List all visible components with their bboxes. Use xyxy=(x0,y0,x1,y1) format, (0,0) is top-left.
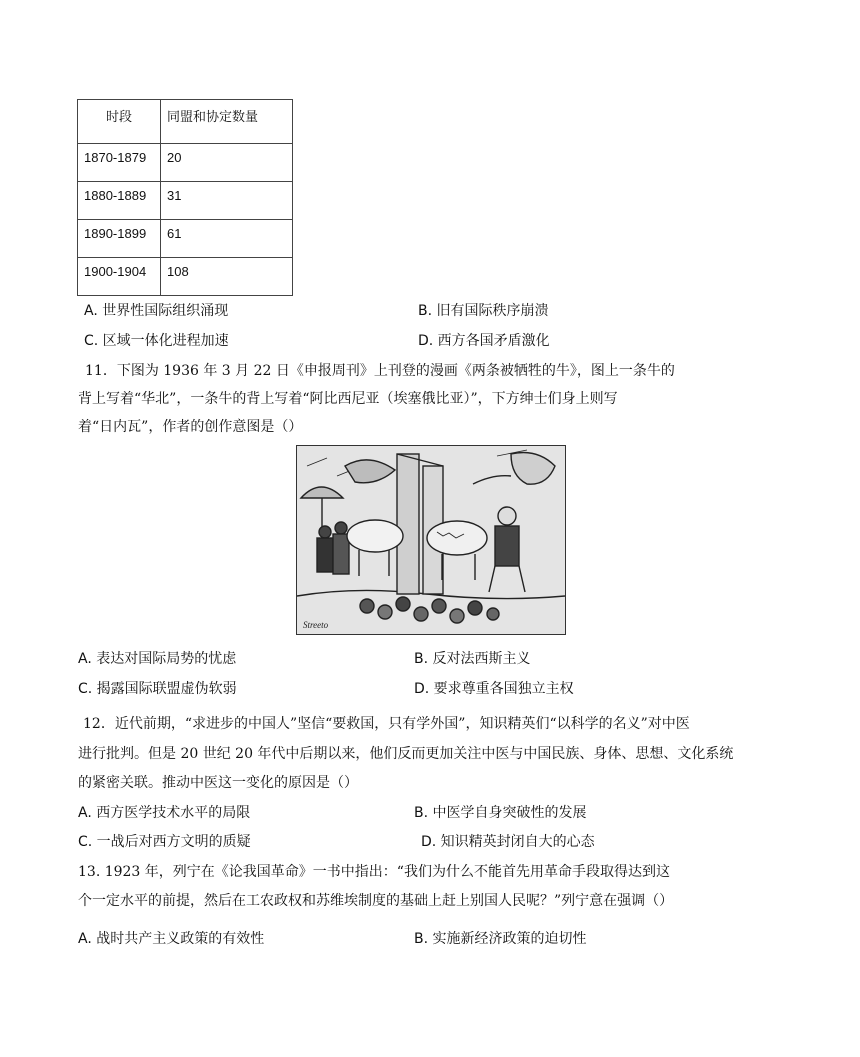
q10-option-c: C. 区域一体化进程加速 xyxy=(84,333,229,349)
q11-stem-line-3: 着“日内瓦”，作者的创作意图是（） xyxy=(78,419,303,435)
table-header-row xyxy=(78,100,293,144)
cartoon-drawing xyxy=(297,446,565,634)
q12-stem-line-3: 的紧密关联。推动中医这一变化的原因是（） xyxy=(78,775,358,791)
table-cell-period: 1880-1889 xyxy=(78,182,161,220)
table-cell-count: 31 xyxy=(161,182,293,220)
table-cell-period: 1870-1879 xyxy=(78,144,161,182)
q10-option-a: A. 世界性国际组织涌现 xyxy=(84,303,229,319)
table-cell-count: 20 xyxy=(161,144,293,182)
table-cell-count: 108 xyxy=(161,258,293,296)
q12-stem-line-2: 进行批判。但是 20 世纪 20 年代中后期以来，他们反而更加关注中医与中国民族、身体、思想、文化系统 xyxy=(78,746,734,762)
table-row xyxy=(78,258,293,296)
alliance-table xyxy=(77,99,293,296)
table-cell-period: 1900-1904 xyxy=(78,258,161,296)
table-cell-period: 1890-1899 xyxy=(78,220,161,258)
q11-stem-line-2: 背上写着“华北”，一条牛的背上写着“阿比西尼亚（埃塞俄比亚）”，下方绅士们身上则写 xyxy=(78,391,618,407)
q10-option-b: B. 旧有国际秩序崩溃 xyxy=(418,303,549,319)
column-header-count: 同盟和协定数量 xyxy=(161,100,293,144)
q10-option-d: D. 西方各国矛盾激化 xyxy=(418,333,550,349)
q11-stem-line-1: 11．下图为 1936 年 3 月 22 日《申报周刊》上刊登的漫画《两条被牺牲的牛》，图上一条牛的 xyxy=(85,363,675,379)
q11-option-d: D. 要求尊重各国独立主权 xyxy=(414,681,574,697)
q11-option-b: B. 反对法西斯主义 xyxy=(414,651,531,667)
column-header-period: 时段 xyxy=(78,100,161,144)
q11-option-a: A. 表达对国际局势的忧虑 xyxy=(78,651,237,667)
table-cell-count: 61 xyxy=(161,220,293,258)
q13-stem-line-1: 13. 1923 年，列宁在《论我国革命》一书中指出：“我们为什么不能首先用革命手段取得达到这 xyxy=(78,864,670,880)
q11-option-c: C. 揭露国际联盟虚伪软弱 xyxy=(78,681,237,697)
q12-option-b: B. 中医学自身突破性的发展 xyxy=(414,805,587,821)
q12-option-d: D. 知识精英封闭自大的心态 xyxy=(421,834,595,850)
q12-option-a: A. 西方医学技术水平的局限 xyxy=(78,805,251,821)
q12-option-c: C. 一战后对西方文明的质疑 xyxy=(78,834,251,850)
cartoon-image xyxy=(296,445,566,635)
q13-stem-line-2: 个一定水平的前提，然后在工农政权和苏维埃制度的基础上赶上别国人民呢？”列宁意在强调（） xyxy=(78,893,674,909)
q13-option-b: B. 实施新经济政策的迫切性 xyxy=(414,931,587,947)
q12-stem-line-1: 12．近代前期，“求进步的中国人”坚信“要救国，只有学外国”，知识精英们“以科学的名义”对中医 xyxy=(83,716,690,732)
table-row xyxy=(78,182,293,220)
table-row xyxy=(78,144,293,182)
table-row xyxy=(78,220,293,258)
q13-option-a: A. 战时共产主义政策的有效性 xyxy=(78,931,265,947)
cartoon-signature: Streeto xyxy=(303,620,329,630)
